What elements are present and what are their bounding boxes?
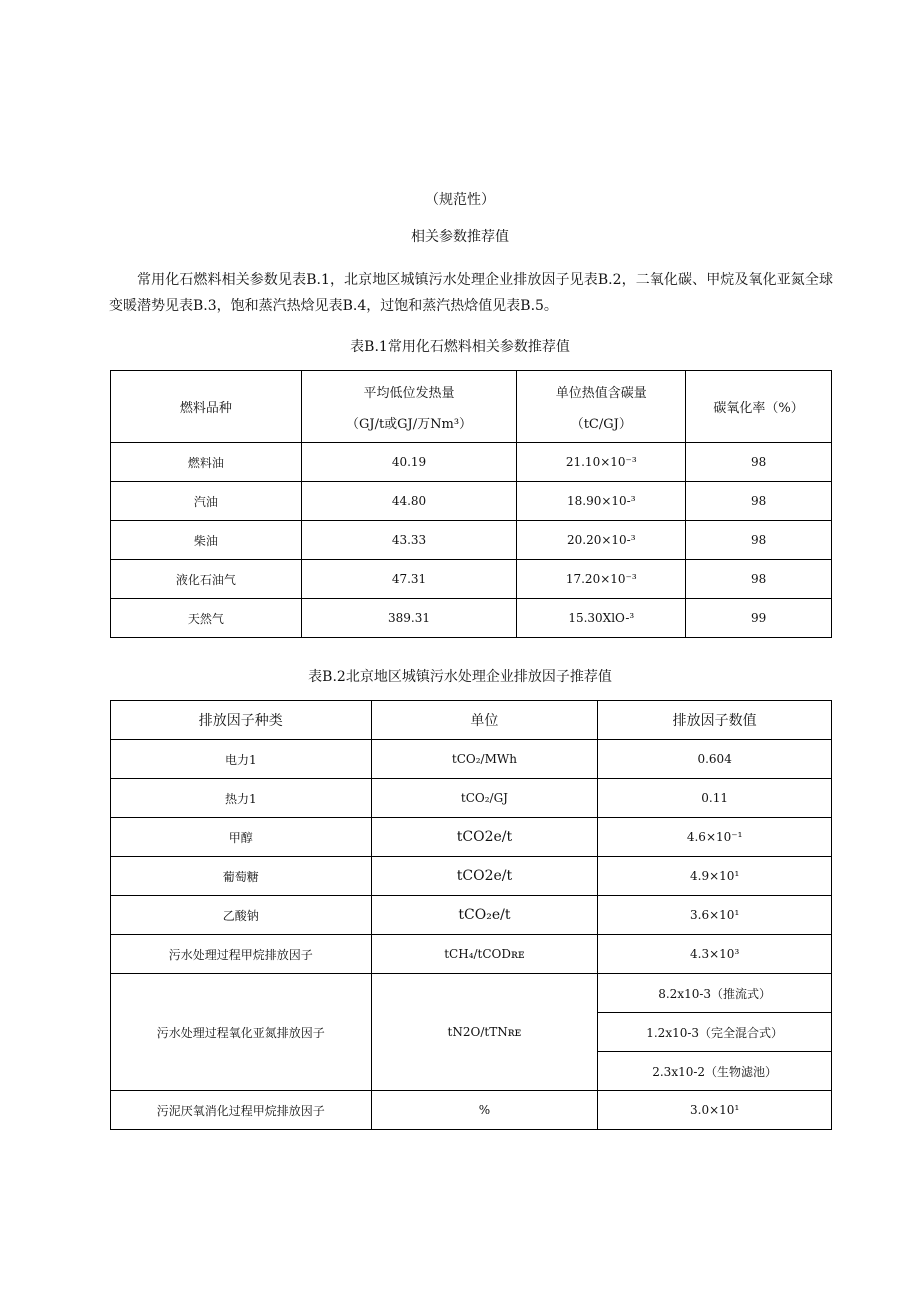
value-cell: 4.3×10³ (598, 935, 832, 974)
header-heat-value (301, 371, 517, 443)
carbon-cell: 15.30XlO-³ (517, 599, 686, 638)
unit-cell: tCO₂e/t (371, 896, 598, 935)
value-cell: 4.9×10¹ (598, 857, 832, 896)
factor-type-cell: 甲醇 (111, 818, 372, 857)
header-carbon-line2: （tC/GJ） (570, 416, 632, 432)
factor-type-cell: 热力1 (111, 779, 372, 818)
carbon-cell: 18.90×10-³ (517, 482, 686, 521)
heat-cell: 47.31 (301, 560, 517, 599)
table-row (111, 896, 832, 935)
table-row (111, 779, 832, 818)
table-row (111, 935, 832, 974)
fuel-cell: 天然气 (111, 599, 302, 638)
emission-factors-table (110, 700, 832, 1130)
value-cell: 3.0×10¹ (598, 1091, 832, 1130)
oxidation-cell: 98 (686, 482, 832, 521)
table-row (111, 857, 832, 896)
table-row (111, 974, 832, 1013)
table-row (111, 560, 832, 599)
fuel-cell: 柴油 (111, 521, 302, 560)
value-cell: 2.3x10-2（生物滤池） (598, 1052, 832, 1091)
table2-caption: 表B.2北京地区城镇污水处理企业排放因子推荐值 (308, 669, 612, 685)
header-fuel: 燃料品种 (111, 371, 302, 443)
unit-cell: tCO₂/MWh (371, 740, 598, 779)
fuel-cell: 汽油 (111, 482, 302, 521)
factor-type-cell: 污泥厌氧消化过程甲烷排放因子 (111, 1091, 372, 1130)
table-row (111, 521, 832, 560)
header-heat-line2: （GJ/t或GJ/万Nm³） (345, 416, 473, 432)
heat-cell: 43.33 (301, 521, 517, 560)
unit-cell: tCO₂/GJ (371, 779, 598, 818)
value-cell: 0.604 (598, 740, 832, 779)
table-row (111, 443, 832, 482)
factor-type-cell: 乙酸钠 (111, 896, 372, 935)
header-factor-type: 排放因子种类 (111, 701, 372, 740)
carbon-cell: 17.20×10⁻³ (517, 560, 686, 599)
factor-type-cell: 污水处理过程甲烷排放因子 (111, 935, 372, 974)
unit-cell: tCH₄/tCODʀᴇ (371, 935, 598, 974)
heat-cell: 44.80 (301, 482, 517, 521)
heat-cell: 389.31 (301, 599, 517, 638)
table1-caption: 表B.1常用化石燃料相关参数推荐值 (350, 339, 570, 355)
oxidation-cell: 99 (686, 599, 832, 638)
unit-cell: % (371, 1091, 598, 1130)
intro-paragraph: 常用化石燃料相关参数见表B.1，北京地区城镇污水处理企业排放因子见表B.2，二氧化碳、甲烷及氧化亚氮全球变暖潜势见表B.3，饱和蒸汽热焓见表B.4，过饱和蒸汽热焓值见表B.5。 (109, 272, 833, 314)
factor-type-cell: 污水处理过程氧化亚氮排放因子 (111, 974, 372, 1091)
fuel-cell: 液化石油气 (111, 560, 302, 599)
carbon-cell: 20.20×10-³ (517, 521, 686, 560)
value-cell: 8.2x10-3（推流式） (598, 974, 832, 1013)
factor-type-cell: 电力1 (111, 740, 372, 779)
value-cell: 1.2x10-3（完全混合式） (598, 1013, 832, 1052)
header-oxidation-rate: 碳氧化率（%） (686, 371, 832, 443)
unit-cell: tCO2e/t (371, 857, 598, 896)
value-cell: 3.6×10¹ (598, 896, 832, 935)
factor-type-cell: 葡萄糖 (111, 857, 372, 896)
table-header-row (111, 371, 832, 443)
header-unit: 单位 (371, 701, 598, 740)
fossil-fuel-parameters-table (110, 370, 832, 638)
table-row (111, 1091, 832, 1130)
carbon-cell: 21.10×10⁻³ (517, 443, 686, 482)
fuel-cell: 燃料油 (111, 443, 302, 482)
header-factor-value: 排放因子数值 (598, 701, 832, 740)
value-cell: 4.6×10⁻¹ (598, 818, 832, 857)
value-cell: 0.11 (598, 779, 832, 818)
oxidation-cell: 98 (686, 521, 832, 560)
appendix-heading: 相关参数推荐值 (411, 229, 509, 245)
appendix-type-label: （规范性） (425, 192, 495, 208)
oxidation-cell: 98 (686, 443, 832, 482)
table-header-row (111, 701, 832, 740)
unit-cell: tN2O/tTNʀᴇ (371, 974, 598, 1091)
unit-cell: tCO2e/t (371, 818, 598, 857)
oxidation-cell: 98 (686, 560, 832, 599)
heat-cell: 40.19 (301, 443, 517, 482)
header-carbon-content (517, 371, 686, 443)
table-row (111, 740, 832, 779)
header-carbon-line1: 单位热值含碳量 (555, 385, 647, 401)
table-row (111, 599, 832, 638)
table-row (111, 482, 832, 521)
header-heat-line1: 平均低位发热量 (363, 385, 455, 401)
table-row (111, 818, 832, 857)
